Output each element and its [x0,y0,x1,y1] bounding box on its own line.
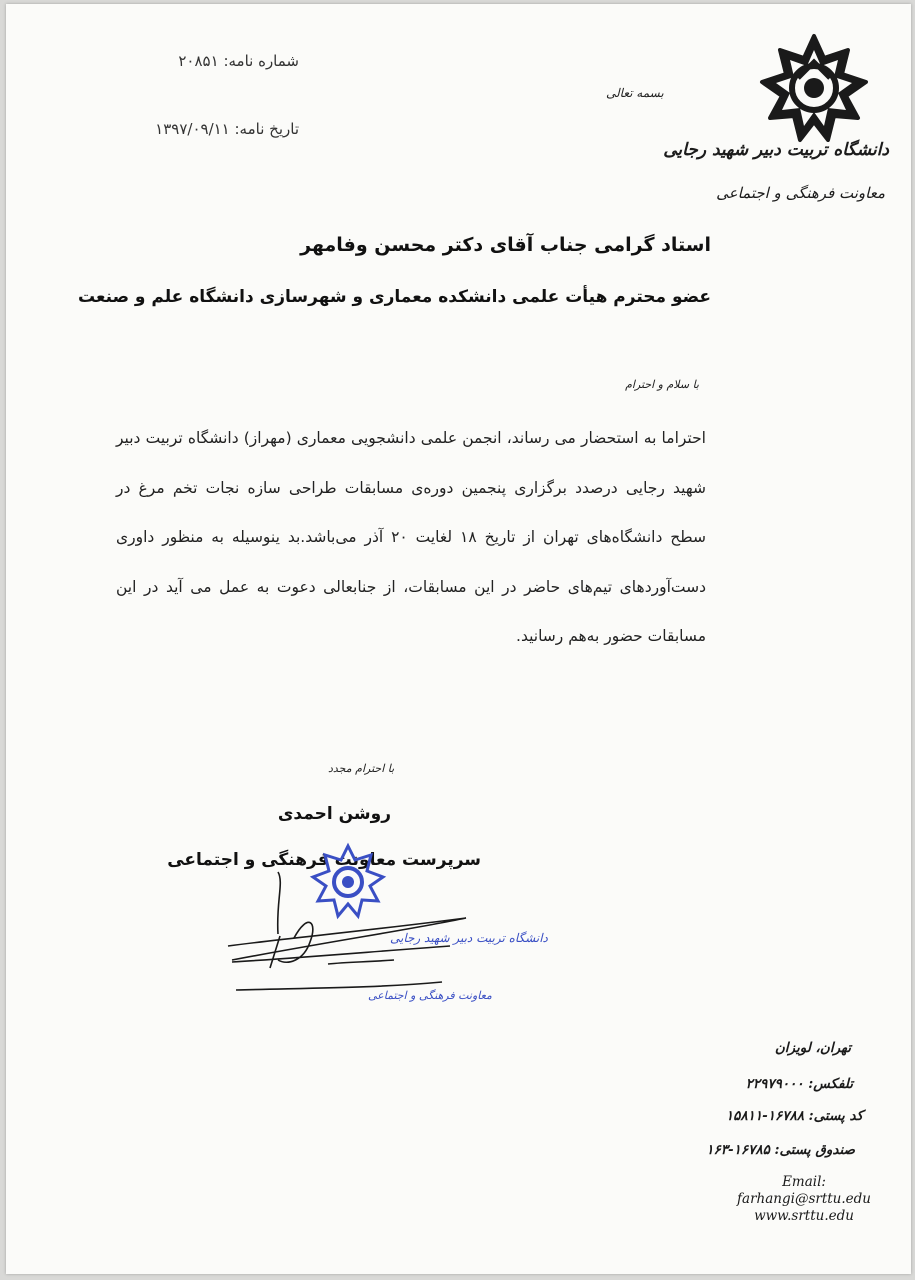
letter-page [6,4,911,1274]
footer-email-block [737,1174,871,1225]
footer-city: تهران، لویزان [774,1040,851,1056]
website-link[interactable]: www.srttu.edu [754,1208,854,1224]
letter-date: تاریخ نامه: ۱۳۹۷/۰۹/۱۱ [155,120,299,138]
stamp-logo-icon [313,846,383,916]
stamp-text-line1: دانشگاه تربیت دبیر شهید رجایی [390,931,548,945]
letter-number: شماره نامه: ۲۰۸۵۱ [178,52,299,70]
email-link[interactable]: farhangi@srttu.edu [737,1191,871,1207]
email-label: Email: [782,1174,826,1190]
recipient-title: عضو محترم هیأت علمی دانشکده معماری و شهرسازی دانشگاه علم و صنعت [78,287,711,307]
footer-postal-code: کد پستی: ۱۶۷۸۸-۱۵۸۱۱ [725,1108,863,1124]
stamp-text-line2: معاونت فرهنگی و اجتماعی [368,989,492,1002]
footer-po-box: صندوق پستی: ۱۶۷۸۵-۱۶۳ [706,1142,855,1158]
recipient-name: استاد گرامی جناب آقای دکتر محسن وفامهر [300,234,711,256]
department-name: معاونت فرهنگی و اجتماعی [716,184,885,202]
salutation: با سلام و احترام [625,378,699,391]
closing-text: با احترام مجدد [328,762,395,775]
official-stamp-signature [218,842,548,1022]
letter-body: احتراما به استحضار می رساند، انجمن علمی دانشجویی معماری (مهراز) دانشگاه تربیت دبیر شهید رجایی درصدد برگزاری پنجمین دوره‌ی مسابقات طراحی سازه نجات تخم مرغ در سطح دانشگاه‌های تهران از تاریخ ۱۸ لغایت ۲۰ آذر می‌باشد.بد ینوسیله به منظور داوری دست‌آوردهای تیم‌های حاضر در این مسابقات، از جنابعالی دعوت به عمل می آید در این مسابقات حضور به‌هم رسانید. [116,429,706,645]
signer-title: سرپرست معاونت فرهنگی و اجتماعی [167,850,481,870]
bismillah-text: بسمه تعالی [606,86,664,100]
university-logo-icon [758,32,870,144]
signer-name: روشن احمدی [277,804,391,824]
university-name: دانشگاه تربیت دبیر شهید رجایی [663,140,889,160]
footer-fax: تلفکس: ۲۲۹۷۹۰۰۰ [745,1076,853,1092]
